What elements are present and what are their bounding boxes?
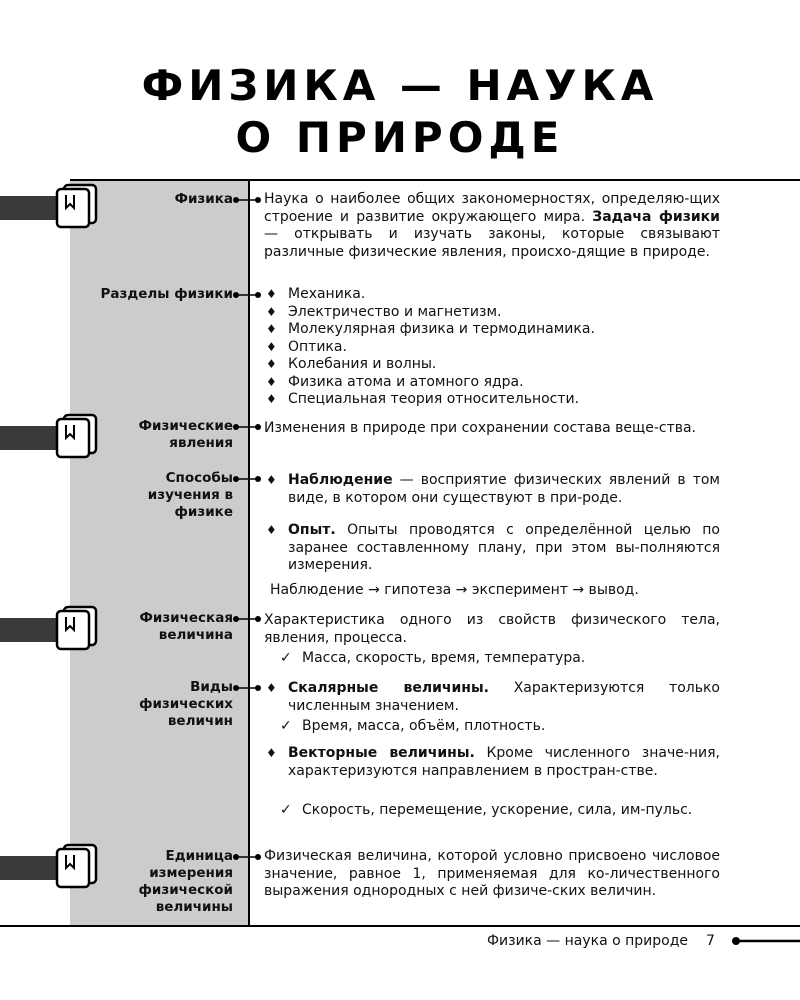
list-item-text: Оптика. — [288, 338, 347, 355]
list-item — [266, 321, 720, 339]
list-item — [266, 286, 720, 304]
method-chain: Наблюдение → гипотеза → эксперимент → вывод. — [270, 582, 639, 598]
method-observation-desc: — восприятие физических явлений в том виде, в котором они существуют в при-роде. — [288, 472, 720, 506]
vector-quantities-text — [288, 745, 720, 780]
diamond-icon: ♦ — [266, 357, 277, 371]
def-unit: Физическая величина, которой условно присвоено числовое значение, равное 1, применяемая для ко-личественного выражения однородных с ней физиче-ских величин. — [264, 848, 720, 899]
diamond-icon: ♦ — [266, 681, 277, 695]
list-item — [266, 356, 720, 374]
method-observation — [266, 472, 720, 507]
diamond-icon: ♦ — [266, 473, 277, 487]
side-tab — [0, 618, 56, 642]
diamond-icon: ♦ — [266, 392, 277, 406]
list-item-text: Специальная теория относительности. — [288, 391, 580, 407]
def-quantity: Характеристика одного из свойств физического тела, явления, процесса. — [264, 612, 720, 646]
side-tab — [0, 196, 56, 220]
scalar-quantities-text — [288, 680, 720, 715]
list-item-text: Колебания и волны. — [288, 356, 437, 372]
connector-icon — [232, 614, 262, 624]
example-scalar-text: Время, масса, объём, плотность. — [302, 718, 546, 734]
diamond-icon: ♦ — [266, 304, 277, 319]
footer-connector-icon — [728, 933, 800, 953]
connector-icon — [232, 422, 262, 432]
book-icon — [52, 842, 102, 892]
example-quantity-text: Масса, скорость, время, температура. — [302, 650, 586, 666]
def-physics-text-2: — открывать и изучать законы, которые связывают различные физические явления, происхо-дящие в природе. — [264, 226, 720, 260]
term-quantity-types: Виды физических величин — [139, 679, 233, 729]
list-item — [266, 304, 720, 322]
scalar-bold: Скалярные величины. — [288, 680, 489, 696]
diamond-icon: ♦ — [266, 374, 277, 389]
term-phenomena: Физические явления — [138, 418, 233, 451]
connector-icon — [232, 195, 262, 205]
example-quantity — [280, 650, 720, 668]
list-item-text: Молекулярная физика и термодинамика. — [288, 321, 595, 337]
example-vector-text: Скорость, перемещение, ускорение, сила, им-пульс. — [302, 802, 693, 818]
method-experiment-text — [288, 522, 720, 575]
diamond-icon: ♦ — [266, 746, 277, 760]
check-icon: ✓ — [280, 718, 292, 734]
term-unit: Единица измерения физической величины — [138, 848, 233, 915]
def-phenomena: Изменения в природе при сохранении состава веще-ства. — [264, 420, 697, 436]
vector-quantities — [266, 745, 720, 780]
check-icon: ✓ — [280, 650, 292, 666]
top-rule — [70, 179, 800, 181]
scalar-desc: Характеризуются только численным значением. — [288, 680, 720, 714]
diamond-icon: ♦ — [266, 287, 277, 301]
check-icon: ✓ — [280, 802, 292, 818]
connector-icon — [232, 290, 262, 300]
list-item — [266, 339, 720, 357]
term-methods: Способы изучения в физике — [147, 470, 233, 520]
list-item-text: Физика атома и атомного ядра. — [288, 373, 524, 390]
method-experiment-bold: Опыт. — [288, 522, 336, 538]
method-observation-text — [288, 472, 720, 507]
connector-icon — [232, 683, 262, 693]
vector-desc: Кроме численного значе-ния, характеризуются направлением в простран-стве. — [288, 745, 721, 779]
running-footer: Физика — наука о природе — [486, 933, 688, 949]
example-vector — [280, 802, 720, 820]
scalar-quantities — [266, 680, 720, 715]
method-experiment-desc: Опыты проводятся с определённой целью по заранее составленному плану, при этом вы-полняются измерения. — [288, 522, 720, 573]
term-quantity: Физическая величина — [139, 610, 233, 643]
connector-icon — [232, 474, 262, 484]
book-icon — [52, 412, 102, 462]
list-item — [266, 374, 720, 392]
list-item — [266, 391, 720, 409]
example-scalar — [280, 718, 720, 736]
bottom-rule — [0, 925, 800, 927]
list-item-text: Электричество и магнетизм. — [288, 303, 502, 320]
term-physics: Физика — [174, 191, 233, 207]
method-observation-bold: Наблюдение — [288, 472, 393, 488]
title-line-1: ФИЗИКА — НАУКА — [141, 61, 659, 110]
diamond-icon: ♦ — [266, 322, 277, 336]
def-physics-text: Наука о наиболее общих закономерностях, определяю-щих строение и развитие окружающего мира. — [264, 191, 720, 225]
title-line-2: О ПРИРОДЕ — [235, 113, 565, 162]
def-physics — [264, 191, 720, 261]
page-title — [0, 60, 800, 164]
def-physics-bold: Задача физики — [592, 208, 720, 225]
diamond-icon: ♦ — [266, 339, 277, 354]
book-icon — [52, 604, 102, 654]
connector-icon — [232, 852, 262, 862]
method-experiment — [266, 522, 720, 575]
side-tab — [0, 426, 56, 450]
list-item-text: Механика. — [288, 286, 366, 302]
term-branches: Разделы физики — [100, 286, 233, 302]
page-number: 7 — [706, 933, 715, 949]
side-tab — [0, 856, 56, 880]
diamond-icon: ♦ — [266, 523, 277, 537]
vector-bold: Векторные величины. — [288, 745, 475, 761]
